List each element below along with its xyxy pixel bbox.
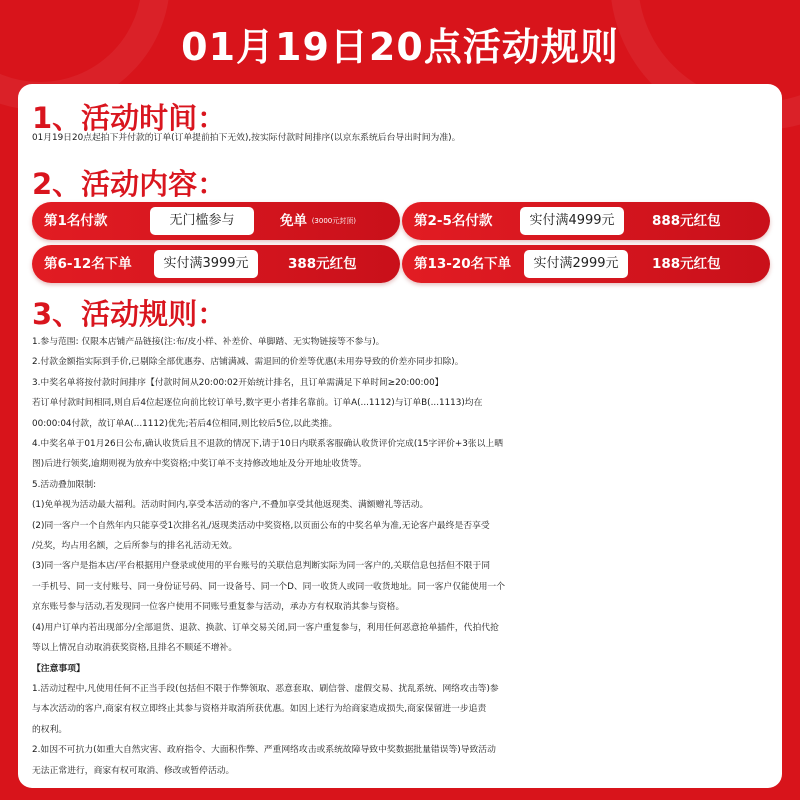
text-line: 图)后进行领奖,逾期则视为放弃中奖资格;中奖订单不支持修改地址及分开地址收货等。 — [32, 459, 367, 470]
prize-rank-label: 第13-20名下单 — [414, 256, 512, 272]
text-line: 2.如因不可抗力(如重大自然灾害、政府指令、大面积作弊、严重网络攻击或系统故障导致中奖数据批量错误等)导致活动 — [32, 745, 496, 756]
activity-time-text — [32, 128, 772, 149]
page-title: 01月19日20点活动规则 — [181, 24, 619, 69]
header-banner — [0, 0, 800, 86]
prize-reward: 免单 (3000元封顶) — [280, 213, 356, 229]
prize-reward: 188元红包 — [652, 256, 721, 272]
prize-rank-2-5 — [402, 202, 770, 240]
section-title-time: 1、活动时间： — [32, 101, 227, 135]
rules-text — [32, 332, 772, 781]
text-line: 等以上情况自动取消获奖资格,且排名不顺延不增补。 — [32, 643, 238, 654]
prize-rank-label: 第2-5名付款 — [414, 213, 493, 229]
prize-rank-1 — [32, 202, 400, 240]
text-line: (2)同一客户一个自然年内只能享受1次排名礼/返现类活动中奖资格,以页面公布的中奖名单为准,无论客户最终是否享受 — [32, 520, 490, 531]
rules-card — [18, 84, 782, 788]
text-line: 若订单付款时间相同,则自后4位起逐位向前比较订单号,数字更小者排名靠前。订单A(...1112)与订单B(...1113)均在 — [32, 398, 483, 409]
text-line: 无法正常进行，商家有权可取消、修改或暂停活动。 — [32, 765, 235, 776]
text-line: (3)同一客户是指本店/平台根据用户登录或使用的平台账号的关联信息判断实际为同一客户的,关联信息包括但不限于同 — [32, 561, 491, 572]
text-line: 3.中奖名单将按付款时间排序【付款时间从20:00:02开始统计排名，且订单需满足下单时间≥20:00:00】 — [32, 377, 444, 388]
prize-reward-note: (3000元封顶) — [311, 217, 356, 225]
text-line: 2.付款金额指实际到手价,已剔除全部优惠券、店铺满减、需退回的价差等优惠(未用券导致的价差亦同步扣除)。 — [32, 357, 464, 368]
text-line: 1.参与范围: 仅限本店铺产品链接(注:布/皮小样、补差价、单脚踏、无实物链接等不参与)。 — [32, 337, 385, 347]
notice-heading: 【注意事项】 — [32, 663, 85, 674]
text-line: (4)用户订单内若出现部分/全部退货、退款、换款、订单交易关闭,同一客户重复参与，利用任何恶意抢单插件，代拍代抢 — [32, 622, 499, 633]
text-line: 4.中奖名单于01月26日公布,确认收货后且不退款的情况下,请于10日内联系客服确认收货评价完成(15字评价+3张以上晒 — [32, 439, 504, 450]
prize-condition: 实付满3999元 — [154, 250, 258, 278]
text-line: 1.活动过程中,凡使用任何不正当手段(包括但不限于作弊领取、恶意套取、刷信誉、虚假交易、扰乱系统、网络攻击等)参 — [32, 683, 499, 694]
text-line: 01月19日20点起拍下并付款的订单(订单提前拍下无效),按实际付款时间排序(以京东系统后台导出时间为准)。 — [32, 133, 461, 143]
section-title-content: 2、活动内容： — [32, 167, 227, 201]
prize-reward: 888元红包 — [652, 213, 721, 229]
prize-rank-label: 第1名付款 — [44, 213, 108, 229]
prize-condition: 实付满2999元 — [524, 250, 628, 278]
text-line: 京东账号参与活动,若发现同一位客户使用不同账号重复参与活动，承办方有权取消其参与资格。 — [32, 602, 405, 613]
section-title-rules: 3、活动规则： — [32, 297, 227, 331]
prize-rank-label: 第6-12名下单 — [44, 256, 132, 272]
text-line: 5.活动叠加限制: — [32, 479, 97, 490]
text-line: 与本次活动的客户,商家有权立即终止其参与资格并取消所获优惠。如因上述行为给商家造成损失,商家保留进一步追责 — [32, 704, 487, 715]
prize-condition: 实付满4999元 — [520, 207, 624, 235]
text-line: /兑奖，均占用名额，之后所参与的排名礼活动无效。 — [32, 541, 238, 552]
text-line: (1)免单视为活动最大福利。活动时间内,享受本活动的客户,不叠加享受其他返现类、满额赠礼等活动。 — [32, 500, 429, 511]
prize-rank-13-20 — [402, 245, 770, 283]
text-line: 的权利。 — [32, 724, 68, 735]
prize-rank-6-12 — [32, 245, 400, 283]
prize-condition: 无门槛参与 — [150, 207, 254, 235]
prize-reward: 388元红包 — [288, 256, 357, 272]
text-line: 一手机号、同一支付账号、同一身份证号码、同一设备号、同一个D、同一收货人或同一收货地址。同一客户仅能使用一个 — [32, 581, 506, 592]
text-line: 00:00:04付款，故订单A(...1112)优先;若后4位相同,则比较后5位,以此类推。 — [32, 418, 338, 429]
